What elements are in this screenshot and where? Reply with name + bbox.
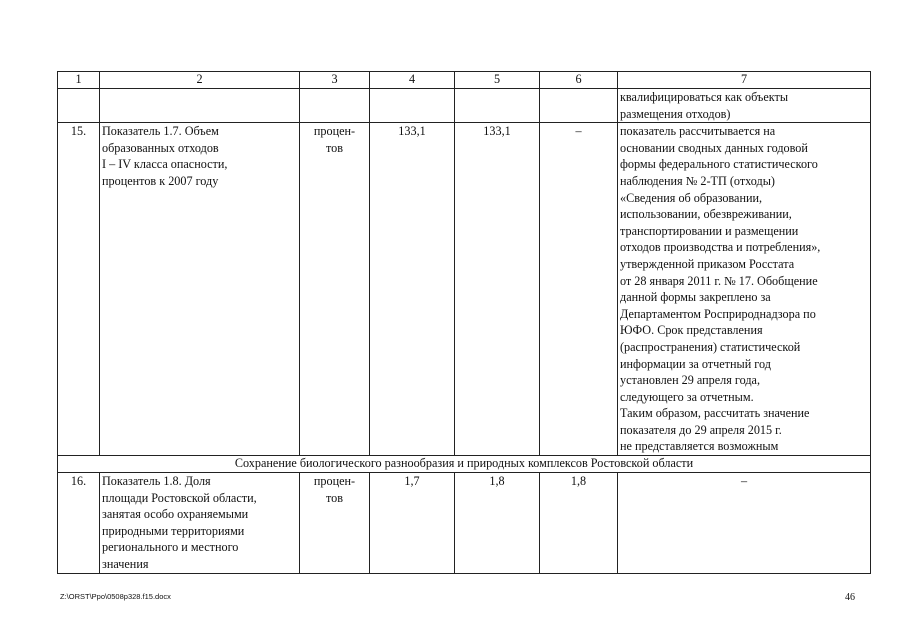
continuation-text: [618, 89, 871, 123]
indicator-description: [618, 123, 871, 456]
cont-cell-2: [100, 89, 300, 123]
unit: [300, 473, 370, 574]
continuation-row: [58, 89, 871, 123]
text-line: основании сводных данных годовой: [620, 140, 808, 155]
text-line: процентов к 2007 году: [102, 173, 219, 188]
text-line: природными территориями: [102, 523, 245, 538]
indicator-description: –: [618, 473, 871, 574]
text-line: данной формы закреплено за: [620, 290, 771, 305]
cont-cell-5: [455, 89, 540, 123]
header-col-1: 1: [58, 72, 100, 89]
header-col-2: 2: [100, 72, 300, 89]
text-line: Показатель 1.7. Объем: [102, 124, 219, 139]
row-number: 16.: [58, 473, 100, 574]
value-col-4: 133,1: [370, 123, 455, 456]
text-line: Показатель 1.8. Доля: [102, 474, 211, 489]
text-line: «Сведения об образовании,: [620, 190, 763, 205]
text-line: тов: [325, 140, 343, 155]
section-title: Сохранение биологического разнообразия и природных комплексов Ростовской области: [58, 456, 871, 473]
row-number: 15.: [58, 123, 100, 456]
header-col-4: 4: [370, 72, 455, 89]
cont-cell-4: [370, 89, 455, 123]
text-line: от 28 января 2011 г. № 17. Обобщение: [620, 273, 818, 288]
header-row: [58, 72, 871, 89]
header-col-5: 5: [455, 72, 540, 89]
text-line: использовании, обезвреживании,: [620, 207, 792, 222]
text-line: размещения отходов): [620, 106, 731, 121]
text-line: показатель рассчитывается на: [620, 124, 776, 139]
value-col-6: 1,8: [540, 473, 618, 574]
text-line: формы федерального статистического: [620, 157, 818, 172]
cont-cell-3: [300, 89, 370, 123]
text-line: площади Ростовской области,: [102, 490, 257, 505]
text-line: процен-: [313, 124, 356, 139]
unit: [300, 123, 370, 456]
text-line: отходов производства и потребления»,: [620, 240, 821, 255]
text-line: не представляется возможным: [620, 439, 779, 454]
footer-file-path: Z:\ORST\Ppo\0508p328.f15.docx: [60, 592, 171, 601]
indicators-table: [57, 71, 871, 574]
text-line: образованных отходов: [102, 140, 219, 155]
text-line: транспортировании и размещении: [620, 223, 799, 238]
value-col-6: –: [540, 123, 618, 456]
indicator-name: [100, 473, 300, 574]
value-col-5: 1,8: [455, 473, 540, 574]
text-line: информации за отчетный год: [620, 356, 771, 371]
text-line: Таким образом, рассчитать значение: [620, 406, 810, 421]
header-col-7: 7: [618, 72, 871, 89]
text-line: I – IV класса опасности,: [102, 157, 228, 172]
text-line: показателя до 29 апреля 2015 г.: [620, 422, 782, 437]
text-line: следующего за отчетным.: [620, 389, 754, 404]
text-line: Департаментом Росприроднадзора по: [620, 306, 816, 321]
text-line: квалифицироваться как объекты: [620, 90, 789, 104]
cont-cell-1: [58, 89, 100, 123]
text-line: (распространения) статистической: [620, 339, 801, 354]
text-line: установлен 29 апреля года,: [620, 373, 760, 388]
value-col-4: 1,7: [370, 473, 455, 574]
text-line: занятая особо охраняемыми: [102, 507, 249, 522]
text-line: тов: [325, 490, 343, 505]
value-col-5: 133,1: [455, 123, 540, 456]
header-col-3: 3: [300, 72, 370, 89]
table-row-15: [58, 123, 871, 456]
indicator-name: [100, 123, 300, 456]
page-number: 46: [845, 592, 855, 603]
text-line: ЮФО. Срок представления: [620, 323, 763, 338]
text-line: процен-: [313, 474, 356, 489]
header-col-6: 6: [540, 72, 618, 89]
table-row-16: [58, 473, 871, 574]
cont-cell-6: [540, 89, 618, 123]
text-line: утвержденной приказом Росстата: [620, 256, 795, 271]
text-line: наблюдения № 2-ТП (отходы): [620, 173, 775, 188]
section-row: [58, 456, 871, 473]
text-line: значения: [102, 557, 149, 572]
text-line: регионального и местного: [102, 540, 239, 555]
